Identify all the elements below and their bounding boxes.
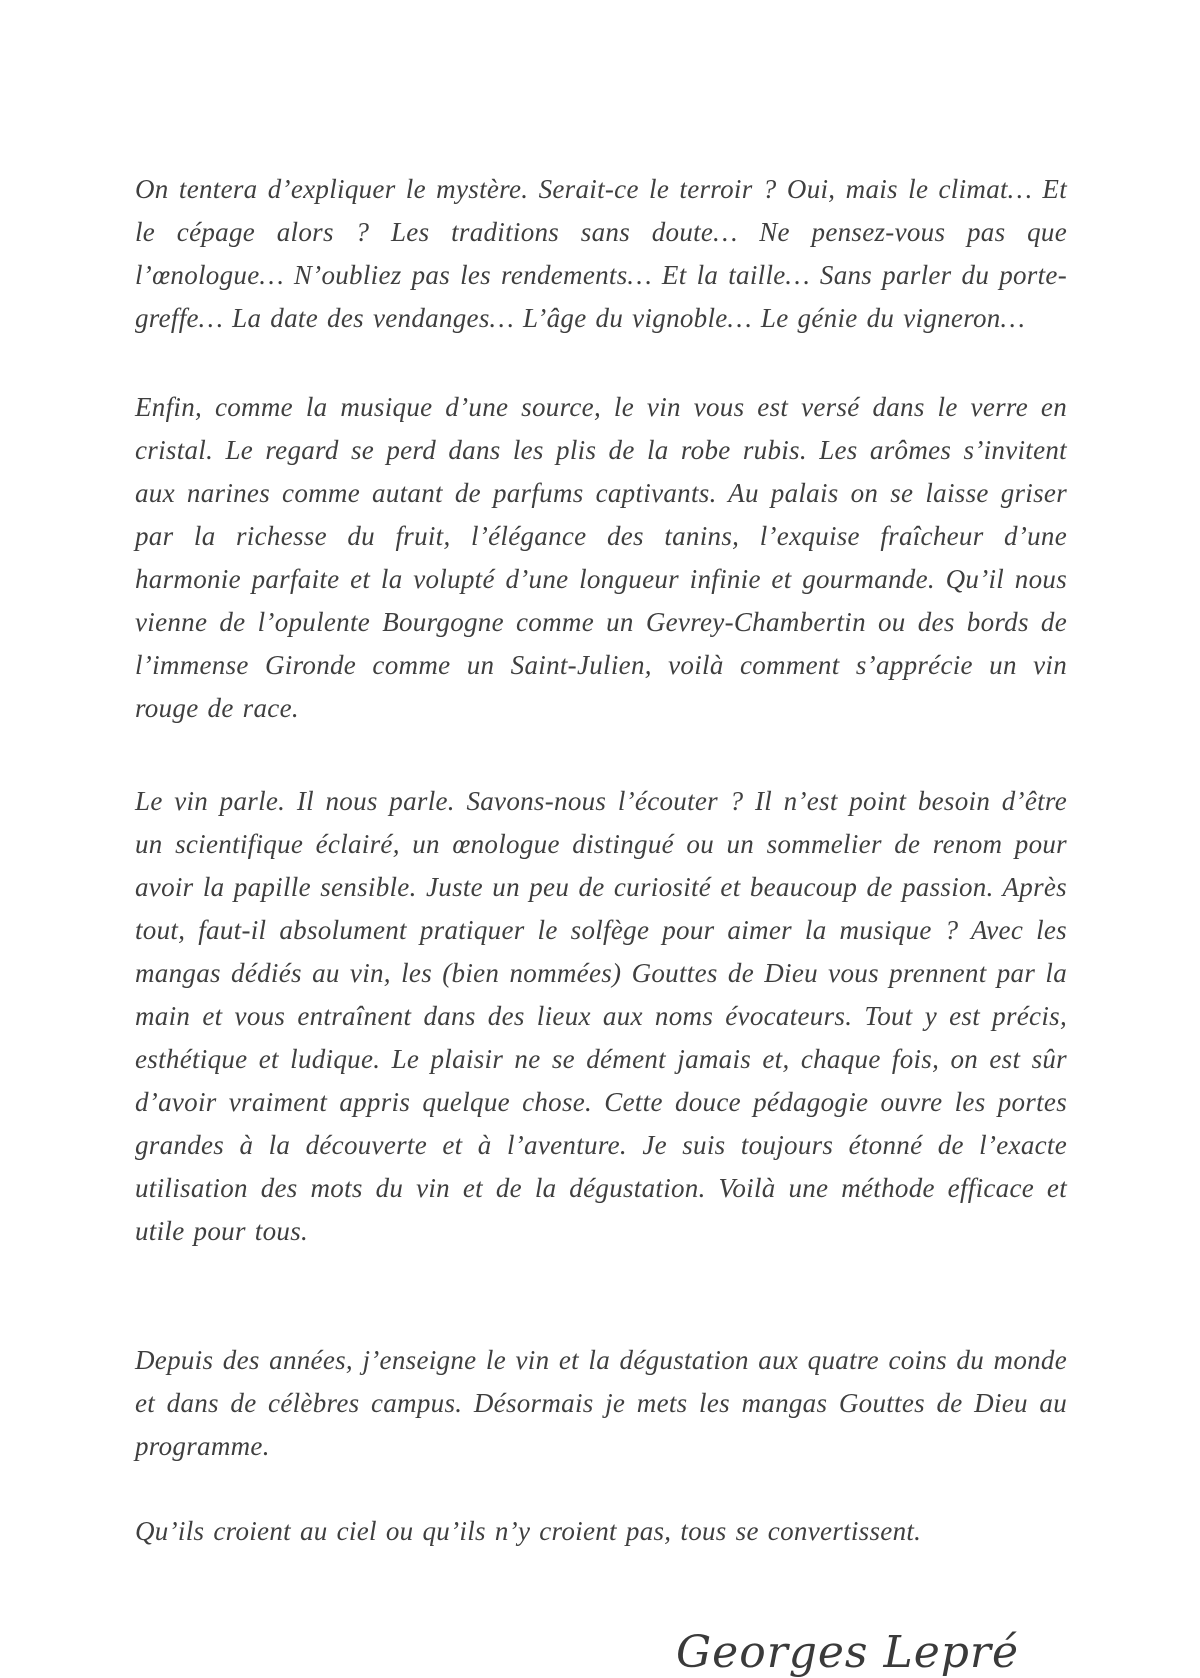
paragraph-degustation: Enfin, comme la musique d’une source, le vin vous est versé dans le verre en cristal. Le regard se perd dans les plis de la robe rubis. Les arômes s’invitent aux narines comme autant de parfums captivants. Au palais on se laisse griser par la richesse du fruit, l’élégance des tanins, l’exquise fraîcheur d’une harmonie parfaite et la volupté d’une longueur infinie et gourmande. Qu’il nous vienne de l’opulente Bourgogne comme un Gevrey-Chambertin ou des bords de l’immense Gironde comme un Saint-Julien, voilà comment s’apprécie un vin rouge de race. xyxy=(135,392,1067,723)
paragraph-enseignement: Depuis des années, j’enseigne le vin et la dégustation aux quatre coins du monde et dans de célèbres campus. Désormais je mets les mangas Gouttes de Dieu au programme. xyxy=(135,1345,1067,1461)
paragraph-le-vin-parle: Le vin parle. Il nous parle. Savons-nous l’écouter ? Il n’est point besoin d’être un scientifique éclairé, un œnologue distingué ou un sommelier de renom pour avoir la papille sensible. Juste un peu de curiosité et beaucoup de passion. Après tout, faut-il absolument pratiquer le solfège pour aimer la musique ? Avec les mangas dédiés au vin, les (bien nommées) Gouttes de Dieu vous prennent par la main et vous entraînent dans des lieux aux noms évocateurs. Tout y est précis, esthétique et ludique. Le plaisir ne se dément jamais et, chaque fois, on est sûr d’avoir vraiment appris quelque chose. Cette douce pédagogie ouvre les portes grandes à la découverte et à l’aventure. Je suis toujours étonné de l’exacte utilisation des mots du vin et de la dégustation. Voilà une méthode efficace et utile pour tous. xyxy=(135,786,1067,1246)
paragraph-conversion: Qu’ils croient au ciel ou qu’ils n’y croient pas, tous se convertissent. xyxy=(135,1516,922,1546)
preface-text xyxy=(135,168,1067,1553)
paragraph-terroir-questions: On tentera d’expliquer le mystère. Serait-ce le terroir ? Oui, mais le climat… Et le cépage alors ? Les traditions sans doute… Ne pensez-vous pas que l’œnologue… N’oubliez pas les rendements… Et la taille… Sans parler du porte-greffe… La date des vendanges… L’âge du vignoble… Le génie du vigneron… xyxy=(135,174,1067,333)
signature: Georges Lepré xyxy=(676,1627,1019,1678)
